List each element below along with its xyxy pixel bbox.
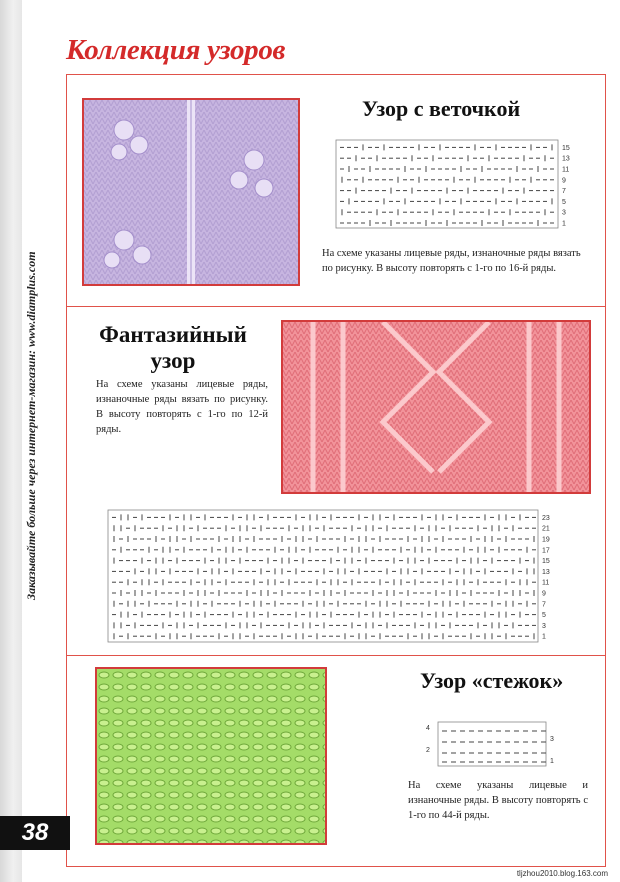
- frame-line-right: [605, 74, 606, 866]
- chart-row: [114, 525, 536, 531]
- chart-row-number: 17: [542, 547, 550, 555]
- chart-row: [340, 144, 552, 150]
- credit-text: tljzhou2010.blog.163.com: [516, 869, 608, 878]
- chart-row: [340, 166, 554, 172]
- chart-row: [340, 220, 554, 226]
- chart-row: [340, 198, 552, 204]
- chart-row-number: 3: [542, 622, 546, 630]
- chart-row: [114, 558, 534, 564]
- pattern1-description: На схеме указаны лицевые ряды, изнаночные ряды вязать по рисунку. В высоту повторять с 1-го по 16-й ряды.: [322, 248, 581, 274]
- p3-right-num-1: 3: [550, 736, 554, 743]
- chart-row-number: 1: [542, 633, 546, 641]
- pattern2-description: На схеме указаны лицевые ряды, изнаночные ряды вязать по рисунку. В высоту повторять с 1-го по 12-й ряды.: [96, 379, 268, 435]
- p3-left-num-2: 2: [426, 747, 430, 754]
- frame-line-left: [66, 74, 67, 866]
- pattern1-title: Узор с веточкой: [362, 96, 521, 121]
- chart-row-number: 13: [542, 568, 550, 576]
- chart-row: [112, 579, 536, 585]
- p3-right-num-2: 1: [550, 758, 554, 765]
- side-advert-text: Заказывайте больше через интернет-магазин: www.diamplus.com: [24, 251, 38, 600]
- chart-row: [112, 568, 534, 574]
- pattern3-photo-texture: [97, 669, 325, 843]
- pattern2-title: Фантазийный узор: [99, 322, 247, 373]
- chart-row: [114, 601, 536, 607]
- divider-2: [66, 655, 606, 656]
- chart-row-number: 15: [542, 558, 550, 566]
- pattern2-photo-texture: [283, 322, 589, 492]
- chart-row-number: 9: [562, 177, 566, 185]
- pattern2-chart: [106, 508, 560, 644]
- chart-row-number: 5: [562, 198, 566, 206]
- chart-row-number: 3: [562, 209, 566, 217]
- chart-row: [342, 177, 554, 183]
- chart-row-number: 5: [542, 612, 546, 620]
- chart-row-number: 11: [562, 166, 570, 174]
- chart-row: [342, 209, 554, 215]
- frame-line-bottom: [66, 866, 606, 867]
- chart-row: [112, 514, 536, 520]
- divider-1: [66, 306, 606, 307]
- chart-row: [112, 612, 536, 618]
- p3-left-num-1: 4: [426, 725, 430, 732]
- chart-row-number: 11: [542, 579, 550, 587]
- chart-row: [340, 155, 554, 161]
- chart-row-number: 7: [542, 601, 546, 609]
- chart-row: [114, 536, 534, 542]
- pattern1-photo: [82, 98, 300, 286]
- pattern3-title: Узор «стежок»: [420, 668, 564, 693]
- pattern3-chart: [424, 718, 564, 770]
- chart-row-number: 7: [562, 188, 566, 196]
- chart-row: [114, 633, 534, 639]
- page-title: Коллекция узоров: [66, 34, 286, 66]
- pattern3-photo: [95, 667, 327, 845]
- frame-line-top: [66, 74, 606, 75]
- chart-row-number: 23: [542, 514, 550, 522]
- chart-row-number: 15: [562, 144, 570, 152]
- chart-row: [112, 547, 536, 553]
- chart-row-number: 19: [542, 536, 550, 544]
- pattern1-photo-texture: [84, 100, 298, 284]
- pattern1-chart: [334, 138, 574, 230]
- page-spine: [0, 0, 22, 882]
- chart-row-number: 9: [542, 590, 546, 598]
- chart-row-number: 1: [562, 220, 566, 228]
- chart-row: [112, 590, 534, 596]
- page-number: 38: [0, 816, 70, 850]
- chart-row: [114, 622, 536, 628]
- pattern2-photo: [281, 320, 591, 494]
- chart-row-number: 13: [562, 155, 570, 163]
- chart-row: [340, 188, 554, 194]
- pattern3-description: На схеме указаны лицевые и изнаночные ряды. В высоту повторять с 1-го по 44-й ряды.: [408, 780, 588, 821]
- chart-row-number: 21: [542, 525, 550, 533]
